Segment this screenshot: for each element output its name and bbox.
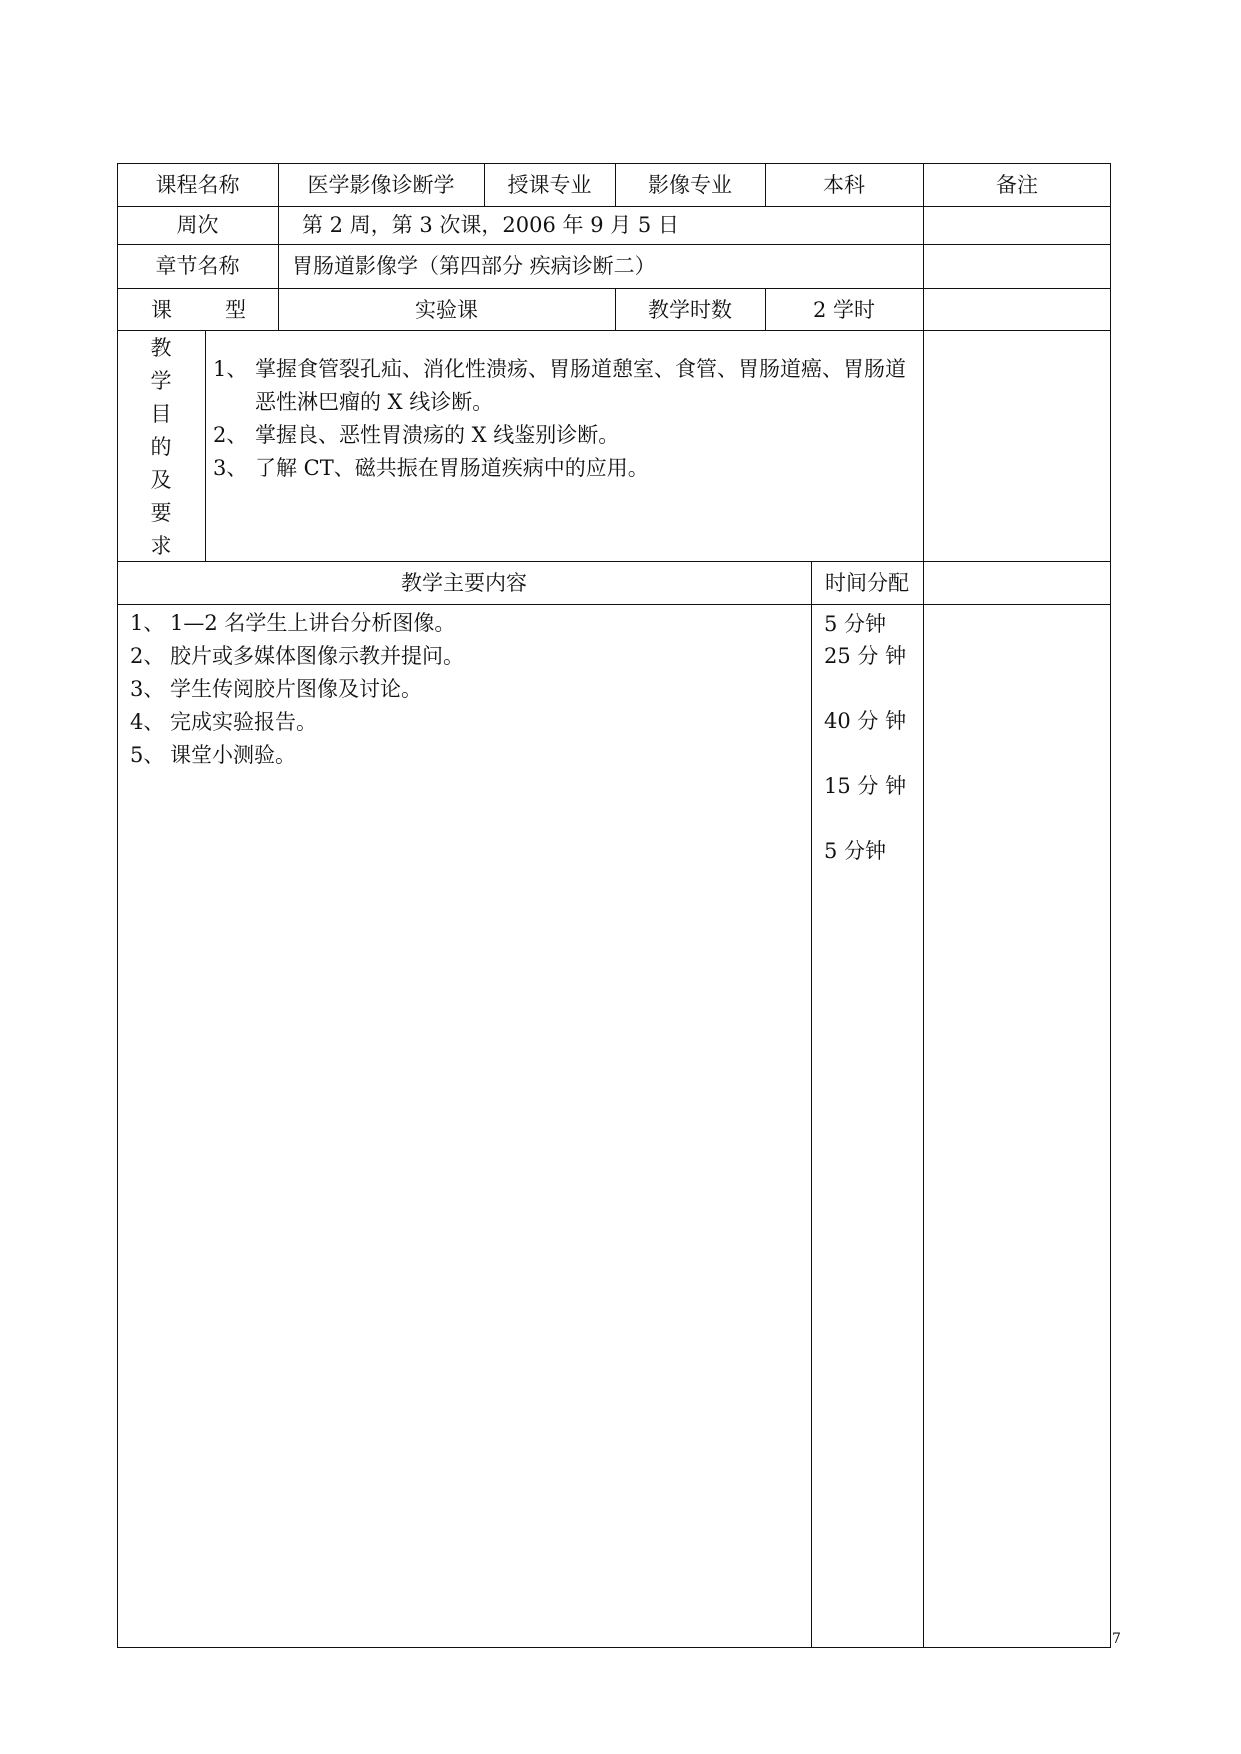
main-content-header: 教学主要内容: [401, 571, 527, 595]
row-divider: [117, 244, 1111, 245]
page-number: 7: [1112, 1631, 1121, 1647]
teaching-hours: 2 学时: [812, 298, 876, 322]
objective-text: 掌握良、恶性胃溃疡的 X 线鉴别诊断。: [255, 423, 620, 447]
objectives-label-char: 要: [150, 501, 172, 525]
objectives-list: [213, 353, 913, 485]
content-text: 课堂小测验。: [170, 743, 296, 767]
content-text: 胶片或多媒体图像示教并提问。: [170, 644, 464, 668]
week-value: 第 2 周，第 3 次课，2006 年 9 月 5 日: [302, 213, 679, 237]
row-divider: [117, 330, 1111, 331]
time-allocation: 25 分 钟: [824, 644, 907, 668]
content-text: 学生传阅胶片图像及讨论。: [170, 677, 422, 701]
objectives-label-char: 及: [150, 468, 172, 492]
remarks-label: 备注: [996, 173, 1038, 197]
column-divider: [923, 163, 924, 1648]
course-name: 医学影像诊断学: [307, 173, 455, 197]
chapter-label: 章节名称: [155, 254, 240, 278]
content-text: 1—2 名学生上讲台分析图像。: [170, 611, 456, 635]
lesson-type: 实验课: [415, 298, 478, 322]
column-divider: [811, 561, 812, 1648]
objectives-label-char: 目: [150, 402, 172, 426]
content-number: 3、: [130, 677, 165, 701]
objective-text: 掌握食管裂孔疝、消化性溃疡、胃肠道憩室、食管、胃肠道癌、胃肠道恶性淋巴瘤的 X 线诊断。: [255, 357, 906, 414]
content-number: 2、: [130, 644, 165, 668]
content-text: 完成实验报告。: [170, 710, 317, 734]
row-divider: [117, 561, 1111, 562]
content-item: [130, 607, 800, 640]
content-number: 4、: [130, 710, 165, 734]
objective-text: 了解 CT、磁共振在胃肠道疾病中的应用。: [255, 456, 649, 480]
objectives-label-char: 的: [150, 435, 172, 459]
objective-item: [213, 419, 913, 452]
content-list: [130, 607, 800, 772]
major: 影像专业: [648, 173, 732, 197]
time-allocation: 5 分钟: [824, 612, 887, 636]
lesson-type-label-char-2: 型: [225, 298, 246, 322]
column-divider: [205, 330, 206, 561]
row-divider: [117, 288, 1111, 289]
major-label: 授课专业: [507, 173, 592, 197]
content-item: [130, 673, 800, 706]
objectives-label-char: 学: [150, 369, 172, 393]
lesson-type-label-char-1: 课: [151, 298, 172, 322]
time-allocation: 15 分 钟: [824, 774, 907, 798]
objective-number: 1、: [213, 357, 248, 381]
row-divider: [117, 604, 1111, 605]
objective-item: [213, 452, 913, 485]
week-label: 周次: [176, 213, 219, 237]
content-item: [130, 739, 800, 772]
content-number: 5、: [130, 743, 165, 767]
objectives-label-char: 教: [150, 336, 172, 360]
objective-number: 3、: [213, 456, 248, 480]
time-allocation-header: 时间分配: [825, 571, 909, 595]
content-item: [130, 706, 800, 739]
chapter-value: 胃肠道影像学（第四部分 疾病诊断二）: [292, 254, 656, 278]
course-name-label: 课程名称: [155, 173, 240, 197]
teaching-hours-label: 教学时数: [648, 298, 732, 322]
content-item: [130, 640, 800, 673]
time-allocation: 40 分 钟: [824, 709, 907, 733]
objectives-label: [146, 332, 176, 563]
objective-number: 2、: [213, 423, 248, 447]
objective-item: [213, 353, 913, 419]
objectives-label-char: 求: [150, 534, 172, 558]
education-level: 本科: [823, 173, 865, 197]
content-number: 1、: [130, 611, 165, 635]
time-allocation: 5 分钟: [824, 839, 887, 863]
row-divider: [117, 206, 1111, 207]
